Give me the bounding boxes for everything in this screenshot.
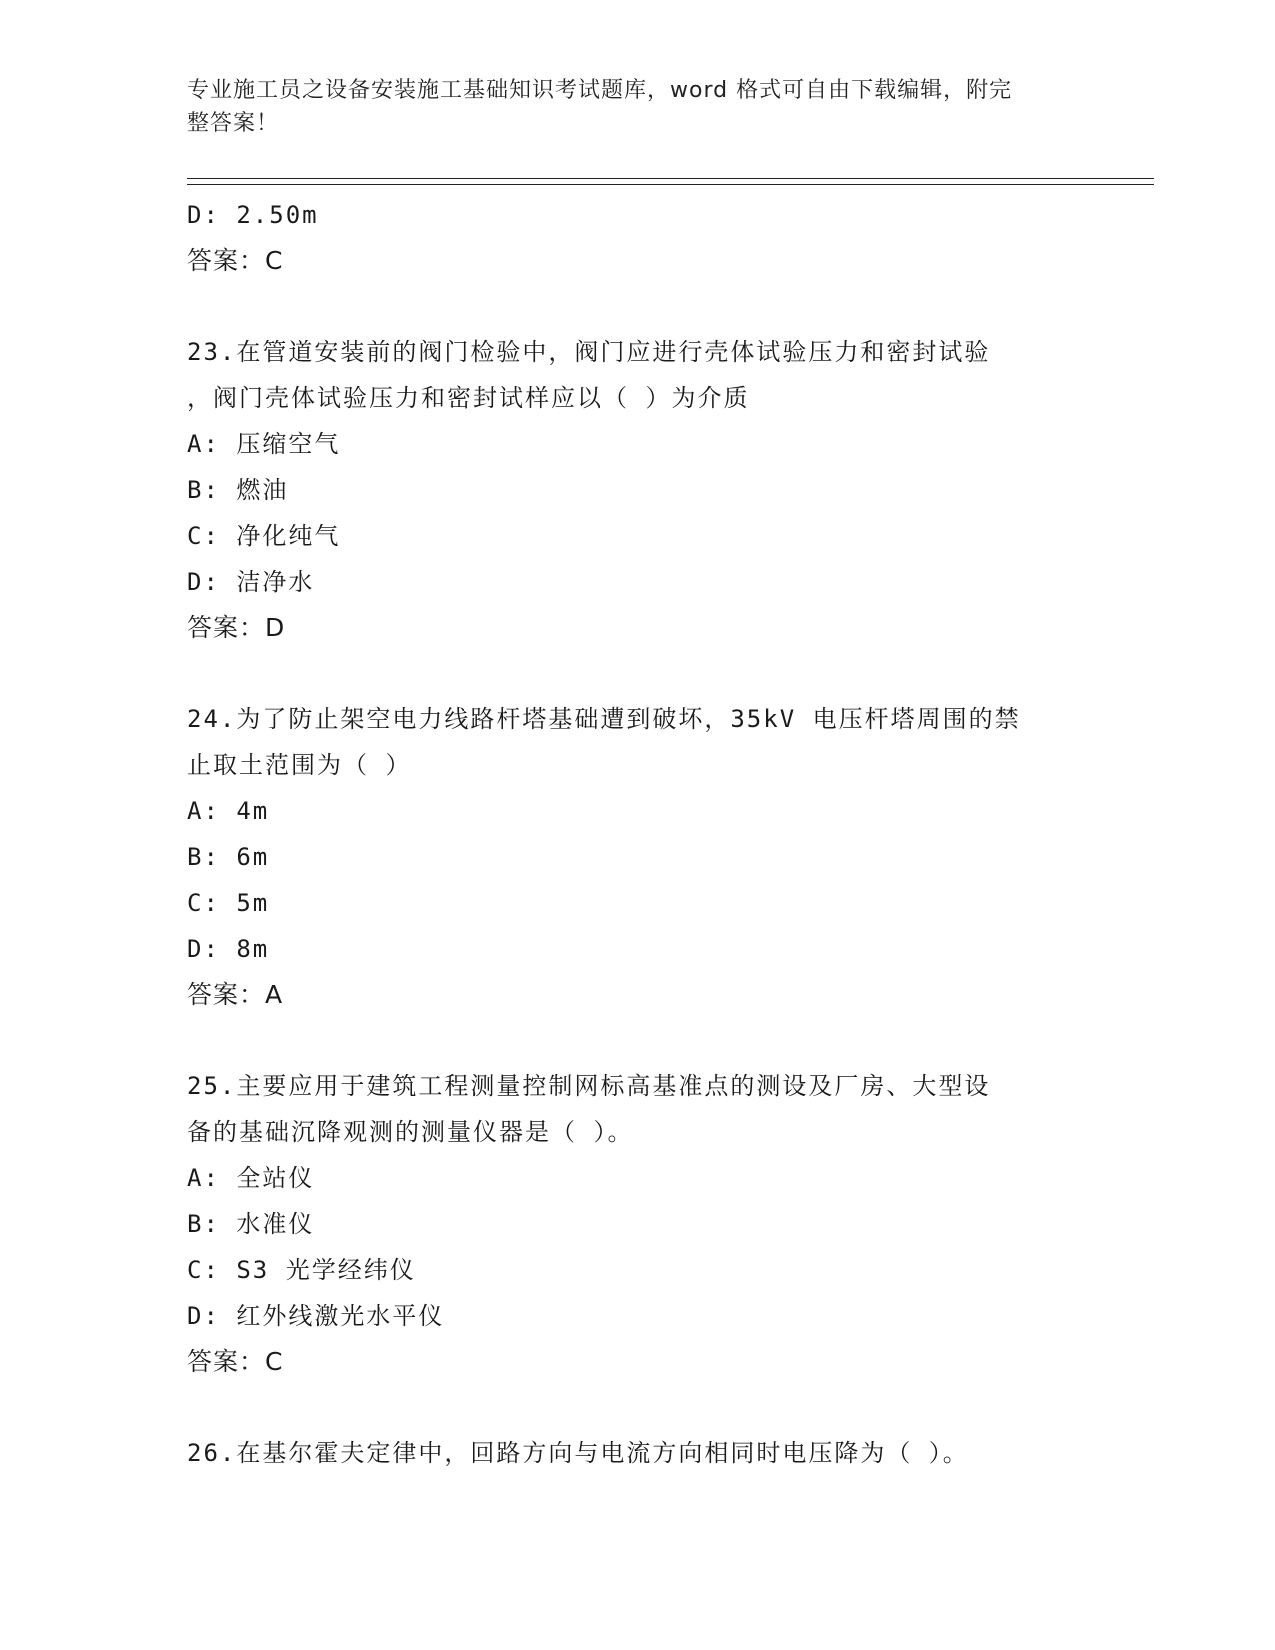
question-24-text-1: 24.为了防止架空电力线路杆塔基础遭到破坏，35kV 电压杆塔周围的禁 xyxy=(187,705,1021,733)
question-23-option-b: B: 燃油 xyxy=(187,476,289,504)
question-24-answer: 答案：A xyxy=(187,980,284,1009)
question-23-option-d: D: 洁净水 xyxy=(187,568,315,596)
prev-option-d: D: 2.50m xyxy=(187,201,319,229)
header-line-1: 专业施工员之设备安装施工基础知识考试题库，word 格式可自由下载编辑，附完 xyxy=(187,78,1013,103)
question-23-text-1: 23.在管道安装前的阀门检验中，阀门应进行壳体试验压力和密封试验 xyxy=(187,338,991,366)
question-25-text-2: 备的基础沉降观测的测量仪器是（ ）。 xyxy=(187,1118,634,1146)
spacer xyxy=(187,1018,1107,1063)
question-25-answer: 答案：C xyxy=(187,1347,284,1376)
question-25-option-d: D: 红外线激光水平仪 xyxy=(187,1302,445,1330)
question-24 xyxy=(187,696,1107,1018)
question-24-option-a: A: 4m xyxy=(187,797,270,825)
question-25-option-b: B: 水准仪 xyxy=(187,1210,315,1238)
question-24-option-d: D: 8m xyxy=(187,935,270,963)
question-23-option-c: C: 净化纯气 xyxy=(187,522,341,550)
question-26 xyxy=(187,1430,1107,1476)
header-divider-bottom xyxy=(187,184,1154,185)
spacer xyxy=(187,1385,1107,1430)
spacer xyxy=(187,651,1107,696)
question-25 xyxy=(187,1063,1107,1385)
prev-answer: 答案：C xyxy=(187,246,284,275)
question-24-text-2: 止取土范围为（ ） xyxy=(187,751,412,779)
question-25-text-1: 25.主要应用于建筑工程测量控制网标高基准点的测设及厂房、大型设 xyxy=(187,1072,991,1100)
question-26-text-1: 26.在基尔霍夫定律中，回路方向与电流方向相同时电压降为（ ）。 xyxy=(187,1439,969,1467)
header-divider-top xyxy=(187,178,1154,179)
spacer xyxy=(187,284,1107,329)
question-list xyxy=(187,192,1107,1476)
question-23 xyxy=(187,329,1107,651)
document-header xyxy=(187,74,1087,140)
question-24-option-c: C: 5m xyxy=(187,889,270,917)
question-23-text-2: ，阀门壳体试验压力和密封试样应以（ ）为介质 xyxy=(187,384,750,412)
header-line-2: 整答案！ xyxy=(187,111,280,136)
question-23-answer: 答案：D xyxy=(187,613,286,642)
question-23-option-a: A: 压缩空气 xyxy=(187,430,341,458)
question-25-option-a: A: 全站仪 xyxy=(187,1164,315,1192)
question-24-option-b: B: 6m xyxy=(187,843,270,871)
question-25-option-c: C: S3 光学经纬仪 xyxy=(187,1256,416,1284)
